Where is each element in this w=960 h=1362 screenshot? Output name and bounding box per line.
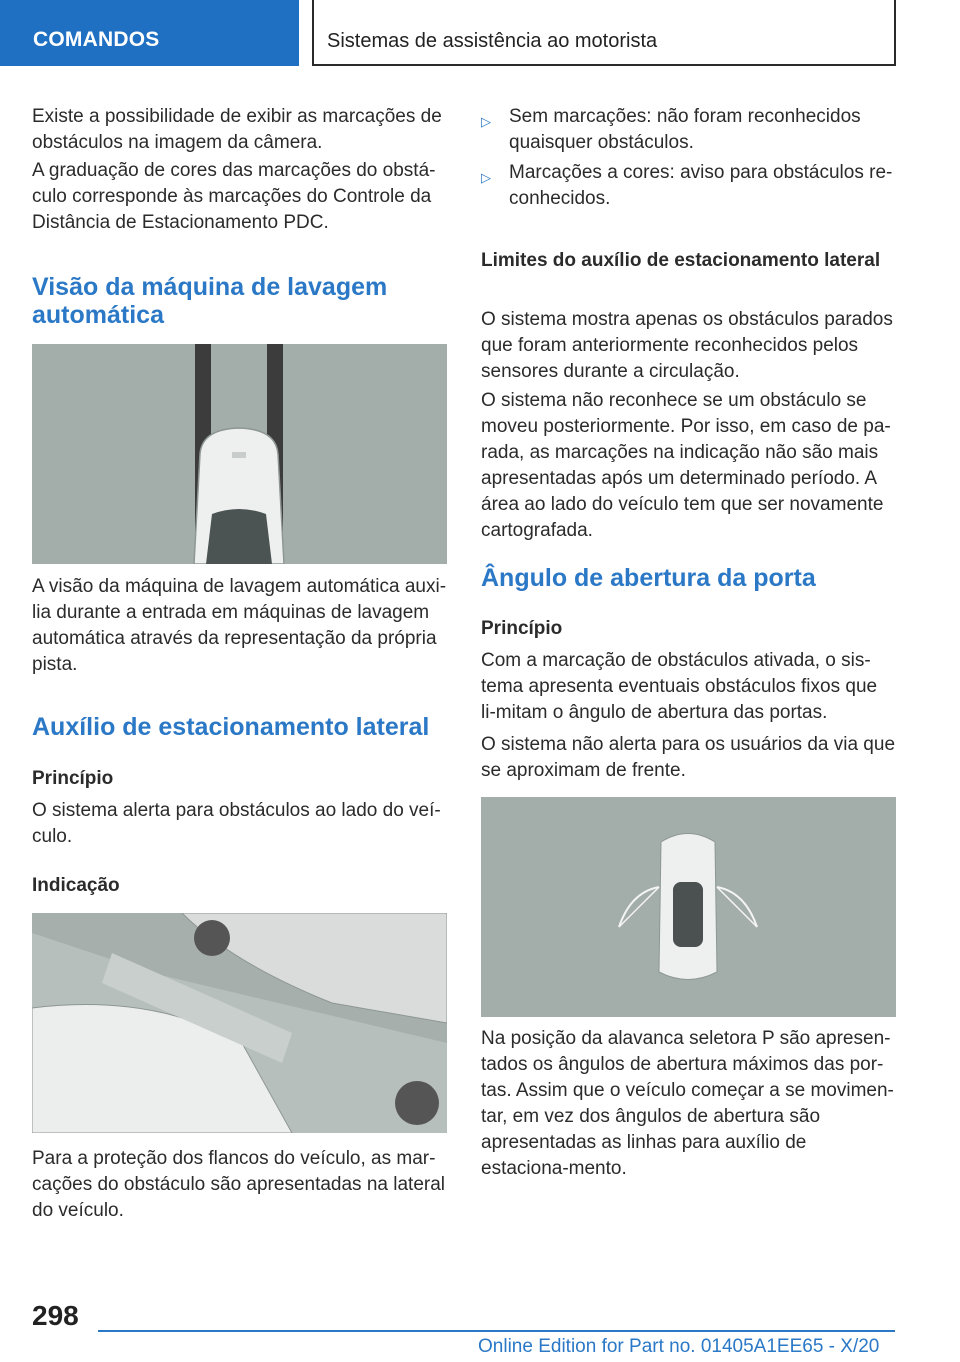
figure-caption: Para a proteção dos flancos do veículo, as mar-cações do obstáculo são apresentadas na lateral do veículo. xyxy=(32,1148,445,1221)
header-divider xyxy=(312,0,314,66)
footer-rule xyxy=(98,1330,895,1332)
intro-paragraph: A graduação de cores das marcações do obstá-culo corresponde às marcações do Controle da Distância de Estacionamento PDC. xyxy=(32,160,436,233)
body-paragraph: O sistema não reconhece se um obstáculo se moveu posteriormente. Por isso, em caso de pa-rada, as marcações na indicação não são mais apresentadas após um determinado período. A área ao lado do veículo tem que ser novamente cartografada. xyxy=(481,390,891,541)
header-divider xyxy=(894,0,896,66)
carwash-view-image xyxy=(32,344,447,564)
section-tab xyxy=(0,0,299,66)
body-paragraph: O sistema alerta para obstáculos ao lado do veí-culo. xyxy=(32,800,441,847)
page-number: 298 xyxy=(32,1300,79,1331)
door-angle-image xyxy=(481,797,896,1017)
side-parking-image xyxy=(32,913,447,1133)
body-paragraph: Com a marcação de obstáculos ativada, o sis-tema apresenta eventuais obstáculos fixos que li-mitam o ângulo de abertura das portas. xyxy=(481,650,878,723)
triangle-bullet-icon: ▷ xyxy=(481,170,491,185)
intro-paragraph: Existe a possibilidade de exibir as marcações de obstáculos na imagem da câmera. xyxy=(32,106,442,153)
subheading: Limites do auxílio de estacionamento lateral xyxy=(481,250,881,271)
body-paragraph: O sistema mostra apenas os obstáculos parados que foram anteriormente reconhecidos pelos sensores durante a circulação. xyxy=(481,309,893,382)
subheading: Princípio xyxy=(481,618,563,639)
section-heading: Ângulo de abertura da porta xyxy=(481,564,816,592)
section-heading: Visão da máquina de lavagem automática xyxy=(32,273,388,329)
header-rule xyxy=(312,64,896,66)
subheading: Princípio xyxy=(32,768,114,789)
page-header xyxy=(0,0,960,66)
section-heading: Auxílio de estacionamento lateral xyxy=(32,713,430,741)
edition-note: Online Edition for Part no. 01405A1EE65 - X/20 xyxy=(478,1336,880,1357)
body-paragraph: O sistema não alerta para os usuários da via que se aproximam de frente. xyxy=(481,734,896,781)
chapter-title: Sistemas de assistência ao motorista xyxy=(327,30,658,52)
subheading: Indicação xyxy=(32,875,120,896)
figure-caption: Na posição da alavanca seletora P são apresen-tados os ângulos de abertura máximos das por-tas. Assim que o veículo começar a se movimen-tar, em vez dos ângulos de abertura são apresentadas as linhas para auxílio de estaciona-mento. xyxy=(481,1028,894,1179)
triangle-bullet-icon: ▷ xyxy=(481,114,491,129)
section-label: COMANDOS xyxy=(33,28,160,51)
figure-caption: A visão da máquina de lavagem automática auxi-lia durante a entrada em máquinas de lavagem automática através da representação da própria pista. xyxy=(32,576,447,675)
